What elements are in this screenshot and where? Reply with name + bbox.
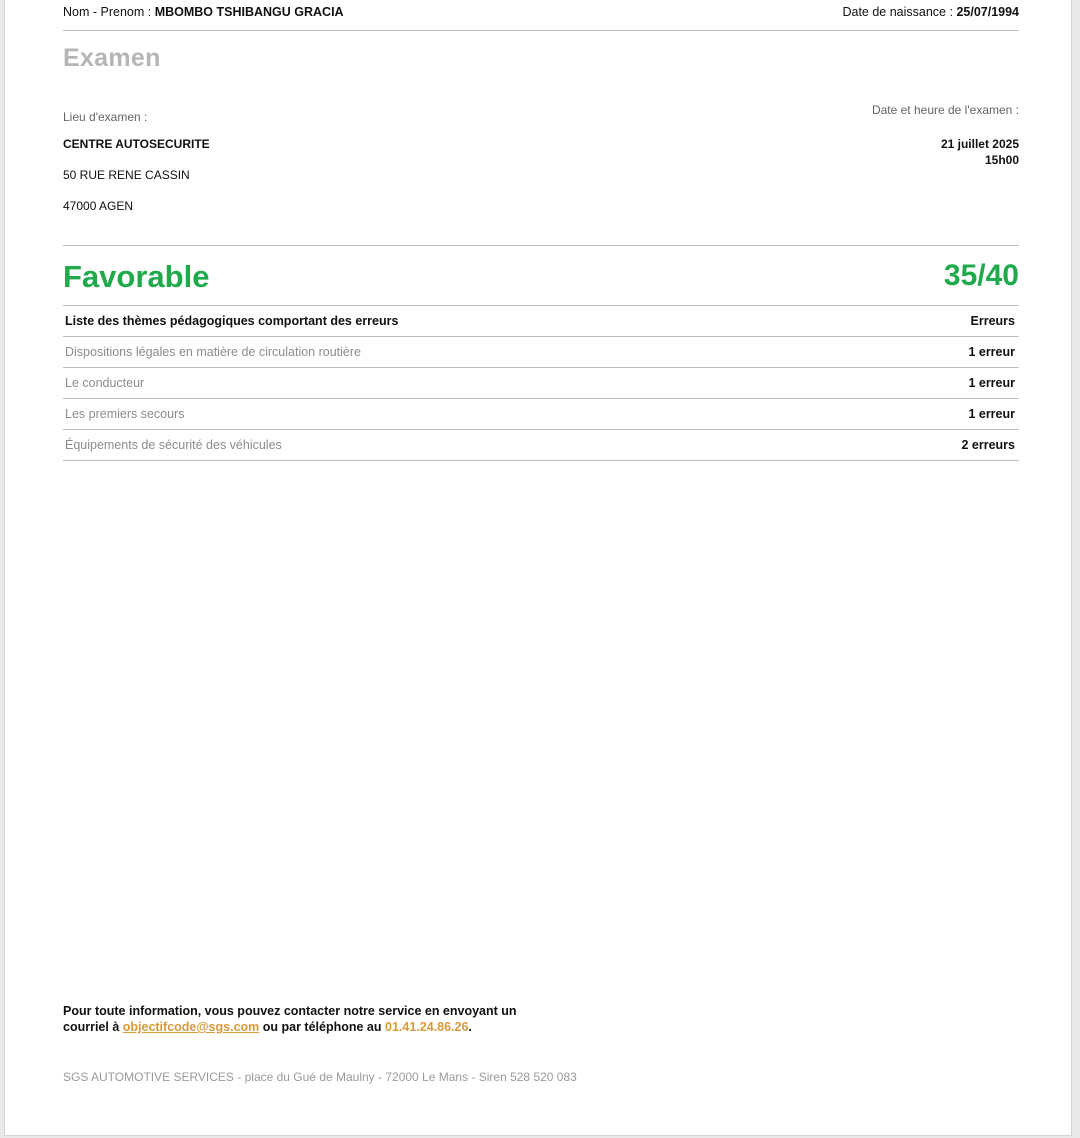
result-score: 35/40: [943, 259, 1019, 292]
row-theme: Les premiers secours: [65, 407, 185, 421]
document-page: [4, 0, 1072, 1136]
exam-address-line2: 47000 AGEN: [63, 199, 134, 213]
birth-label: Date de naissance :: [842, 5, 957, 19]
row-count: 1 erreur: [968, 407, 1015, 421]
row-theme: Dispositions légales en matière de circulation routière: [65, 345, 361, 359]
exam-datetime-label: Date et heure de l'examen :: [871, 103, 1019, 117]
candidate-header: [63, 0, 1019, 31]
row-theme: Équipements de sécurité des véhicules: [65, 438, 282, 452]
name-label: Nom - Prenom :: [63, 5, 155, 19]
header-count: Erreurs: [970, 314, 1015, 328]
company-footer: SGS AUTOMOTIVE SERVICES - place du Gué de Maulny - 72000 Le Mans - Siren 528 520 083: [63, 1070, 577, 1084]
birth-date: [842, 0, 1019, 24]
candidate-name: [63, 0, 344, 24]
table-row: [63, 430, 1019, 461]
contact-text-middle: ou par téléphone au: [259, 1020, 385, 1034]
exam-date: 21 juillet 2025: [940, 137, 1019, 151]
header-theme: Liste des thèmes pédagogiques comportant des erreurs: [65, 314, 399, 328]
table-row: [63, 399, 1019, 430]
result-row: [63, 259, 1019, 299]
exam-time: 15h00: [984, 153, 1019, 167]
name-value: MBOMBO TSHIBANGU GRACIA: [154, 5, 344, 19]
row-theme: Le conducteur: [65, 376, 145, 390]
exam-center-name: CENTRE AUTOSECURITE: [63, 137, 210, 151]
row-count: 1 erreur: [968, 345, 1015, 359]
row-count: 2 erreurs: [961, 438, 1015, 452]
contact-email-link[interactable]: objectifcode@sgs.com: [122, 1020, 260, 1034]
contact-text-end: .: [468, 1020, 472, 1034]
contact-phone[interactable]: 01.41.24.86.26: [385, 1020, 469, 1034]
divider: [63, 245, 1019, 246]
errors-table: [63, 305, 1019, 461]
birth-value: 25/07/1994: [956, 5, 1019, 19]
exam-address-line1: 50 RUE RENE CASSIN: [63, 168, 190, 182]
contact-text: Pour toute information, vous pouvez contacter notre service en envoyant un courriel à: [63, 1004, 517, 1034]
table-header-row: [63, 306, 1019, 337]
contact-info: [63, 1003, 533, 1035]
table-row: [63, 337, 1019, 368]
exam-location-label: Lieu d'examen :: [63, 110, 148, 124]
section-title: Examen: [63, 44, 161, 72]
table-row: [63, 368, 1019, 399]
result-verdict: Favorable: [63, 259, 210, 294]
row-count: 1 erreur: [968, 376, 1015, 390]
